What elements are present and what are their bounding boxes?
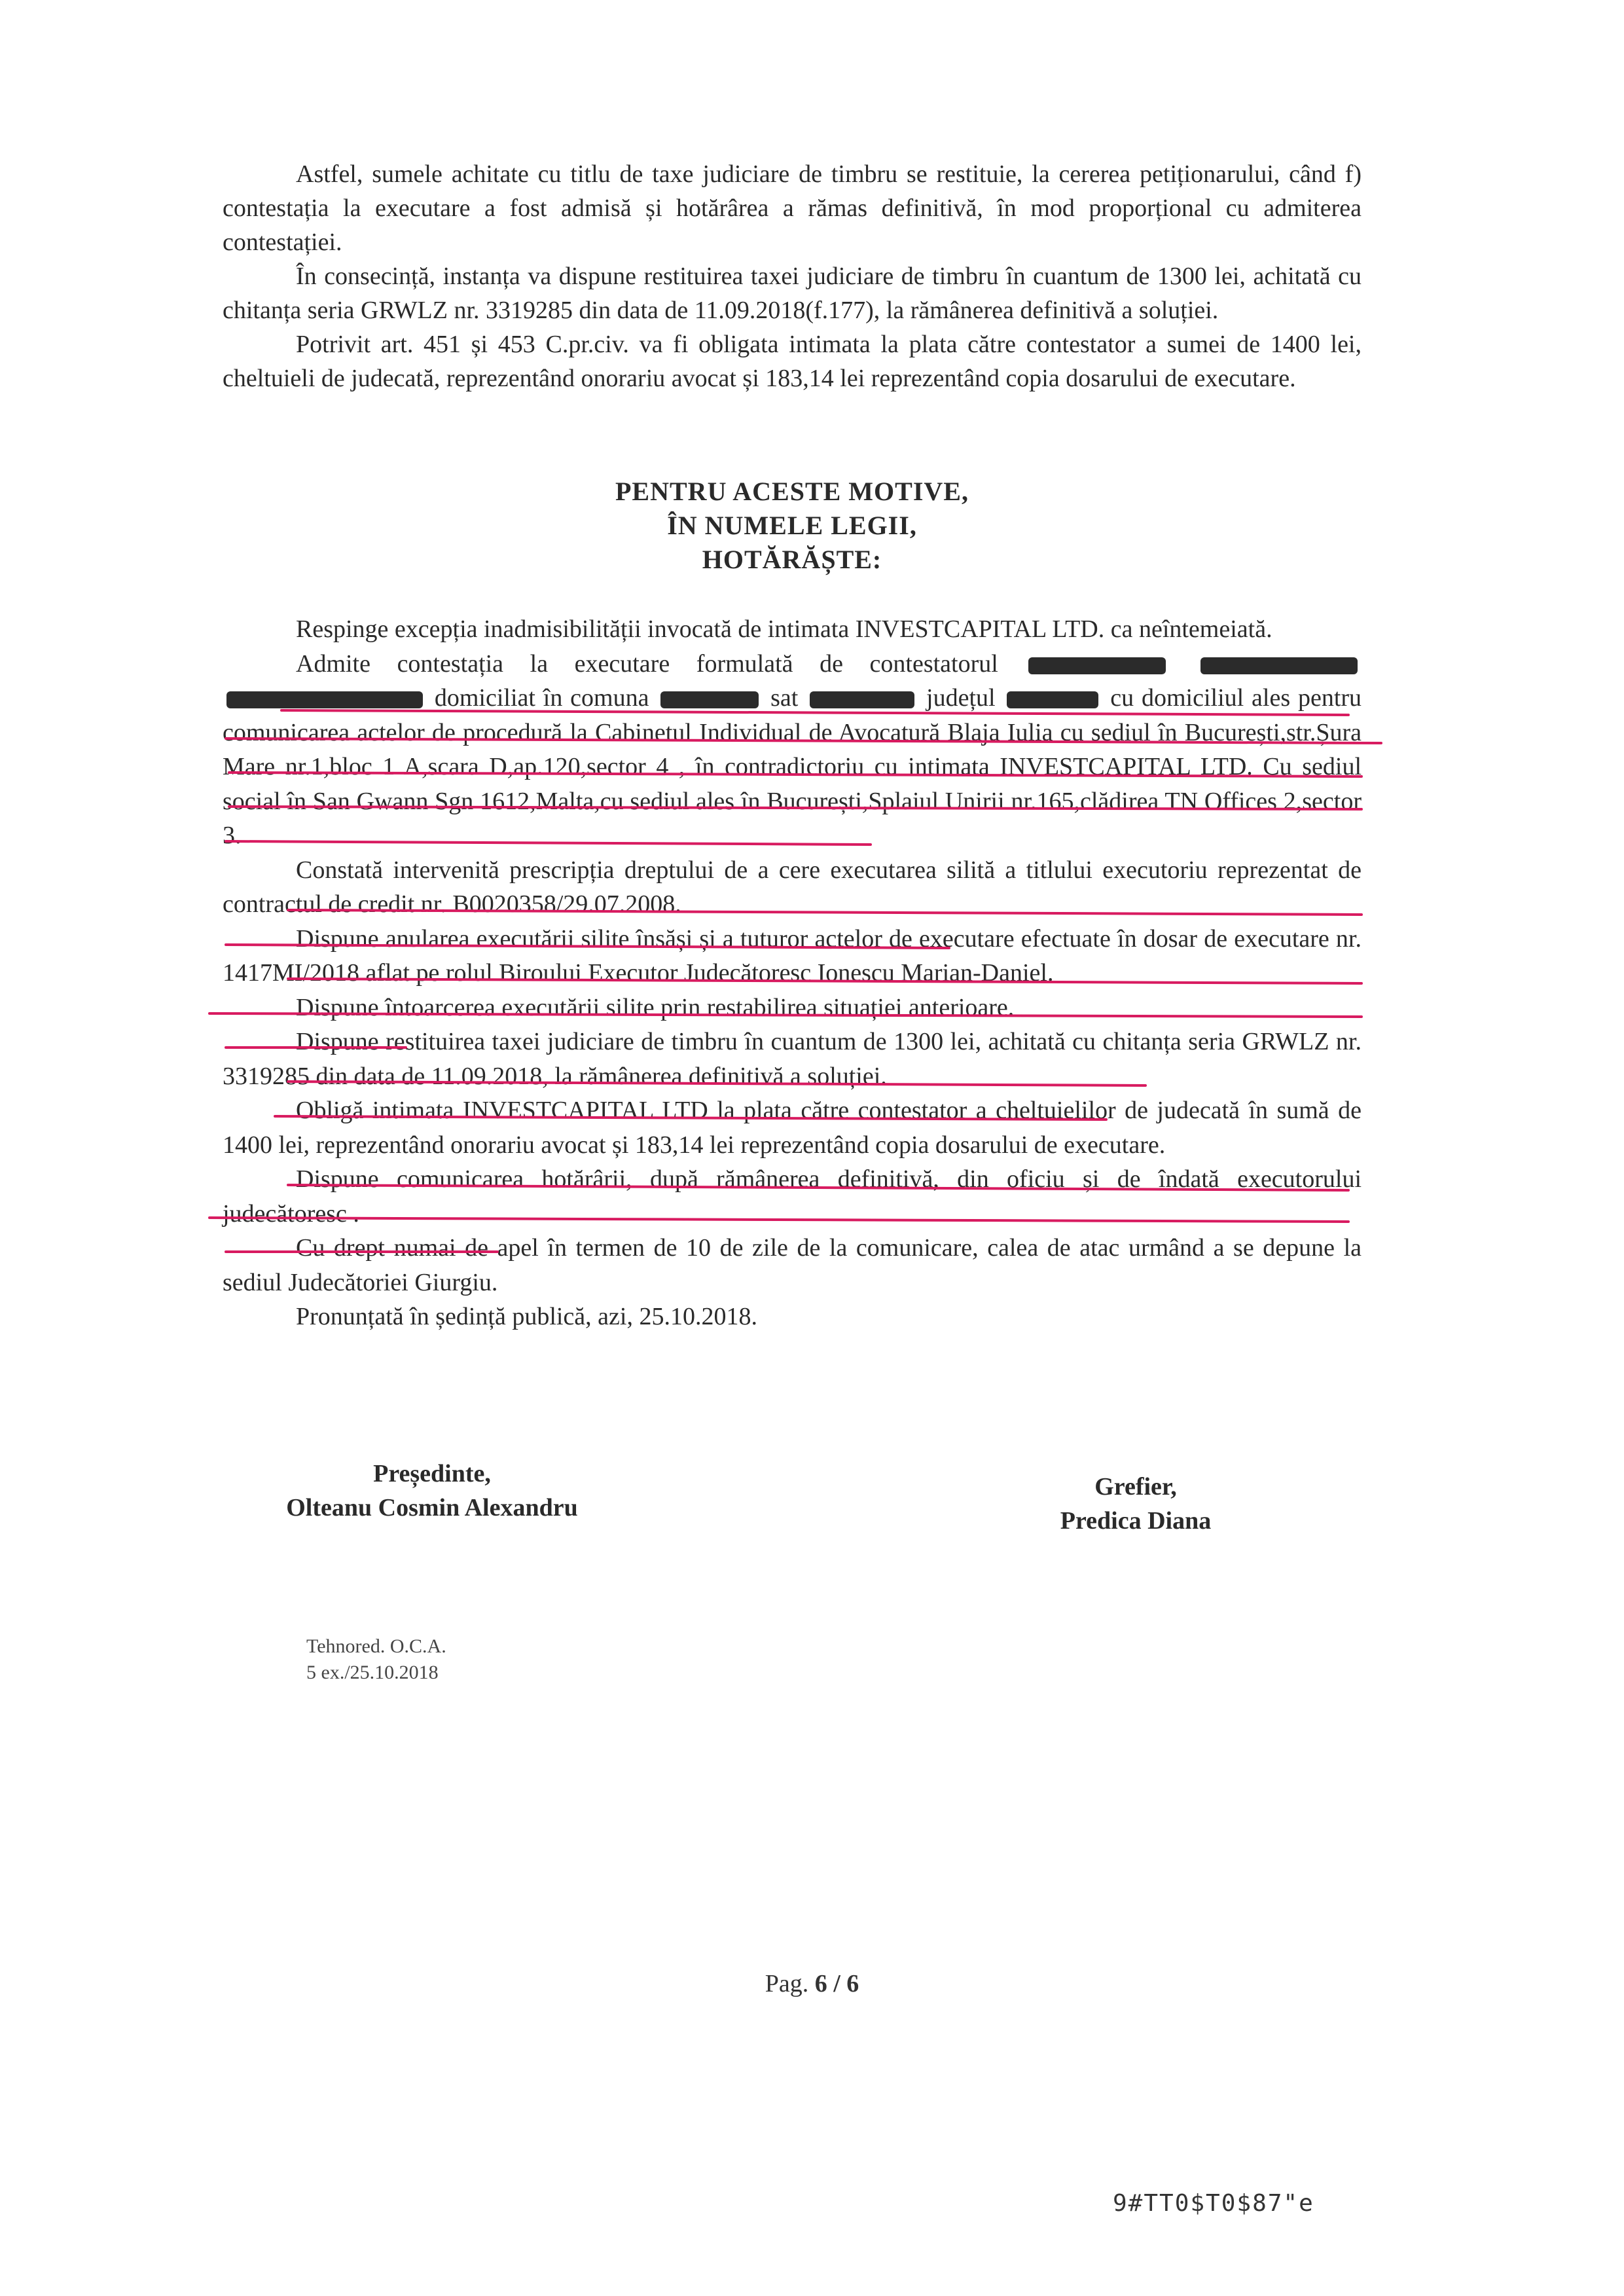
drafting-line-2: 5 ex./25.10.2018 <box>306 1662 439 1683</box>
president-title: Președinte, <box>373 1460 491 1487</box>
decision-annul-execution: Dispune anularea executării silite însăși și a tuturor actelor de executare efectuate în dosar de executare nr. 1417MI/2018 aflat pe rolul Biroului Executor Judecătoresc Ionescu Marian-Daniel. <box>223 924 1362 987</box>
redacted-village <box>810 691 914 708</box>
ruling-heading <box>223 475 1362 577</box>
decision-dismiss-exception: Respinge excepția inadmisibilității invocată de intimata INVESTCAPITAL LTD. ca neîntemeiată. <box>296 615 1272 643</box>
paragraph-consequence: În consecință, instanța va dispune restituirea taxei judiciare de timbru în cuantum de 1300 lei, achitată cu chitanța seria GRWLZ nr. 3319285 din data de 11.09.2018(f.177), la rămânerea definitivă a soluției. <box>223 263 1362 324</box>
page-separator: / <box>833 1970 840 1997</box>
address-text: cu domiciliul ales pentru comunicarea actelor de procedură la Cabinetul Individual de Avocatură Blaja Iulia cu sediul în București,str.Șura Mare nr.1,bloc 1 A,scara D,ap.120,sector 4 , în contradictoriu cu intimata INVESTCAPITAL LTD. Cu sediul social în San Gwann Sgn 1612,Malta,cu sediul ales în București,Splaiul Unirii nr.165,clădirea TN Offices 2,sector 3. <box>223 684 1362 849</box>
decision-oblige-costs: Obligă intimata INVESTCAPITAL LTD la plata către contestator a cheltuielilor de judecată în sumă de 1400 lei, reprezentând onorariu avocat și 183,14 lei reprezentând copia dosarului de executare. <box>223 1097 1362 1159</box>
decision-pronounced: Pronunțată în ședință publică, azi, 25.10.2018. <box>296 1303 757 1330</box>
redacted-name-1 <box>1028 657 1166 674</box>
page-current: 6 <box>814 1970 827 1997</box>
decision-admit-contest <box>223 647 1362 853</box>
decision-refund-fee: Dispune restituirea taxei judiciare de timbru în cuantum de 1300 lei, achitată cu chitanța seria GRWLZ nr. 3319285 din data de 11.09.2018, la rămânerea definitivă a soluției. <box>223 1028 1362 1090</box>
paragraph-restitution-rule: Astfel, sumele achitate cu titlu de taxe judiciare de timbru se restituie, la cererea petiționarului, când f) contestația la executare a fost admisă și hotărârea a rămas definitivă, în mod proporțional cu admiterea contestației. <box>223 160 1362 256</box>
decision-section <box>223 612 1362 1334</box>
heading-line-3: HOTĂRĂȘTE: <box>702 545 882 574</box>
redacted-commune <box>660 691 759 708</box>
admit-contest-text: Admite contestația la executare formulată de contestatorul <box>296 649 998 678</box>
village-text: sat <box>770 684 799 712</box>
president-signature <box>249 1457 615 1525</box>
paragraph-costs: Potrivit art. 451 și 453 C.pr.civ. va fi obligata intimata la plata către contestator a sumei de 1400 lei, cheltuieli de judecată, reprezentând onorariu avocat și 183,14 lei reprezentând copia dosarului de executare. <box>223 331 1362 392</box>
decision-communicate: Dispune comunicarea hotărârii, după rămânerea definitivă, din oficiu și de îndată executorului judecătoresc . <box>223 1165 1362 1228</box>
decision-appeal: Cu drept numai de apel în termen de 10 de zile de la comunicare, calea de atac urmând a se depune la sediul Judecătoriei Giurgiu. <box>223 1234 1362 1296</box>
intro-section <box>223 157 1362 395</box>
redacted-county <box>1007 691 1098 708</box>
decision-reverse-execution: Dispune întoarcerea executării silite prin restabilirea situației anterioare. <box>296 993 1015 1021</box>
drafting-line-1: Tehnored. O.C.A. <box>306 1635 446 1657</box>
domicile-text: domiciliat în comuna <box>434 684 649 712</box>
page-number <box>0 1969 1624 1998</box>
drafting-note <box>306 1633 446 1686</box>
clerk-name: Predica Diana <box>1060 1507 1212 1535</box>
redacted-name-2 <box>1200 657 1358 674</box>
redacted-name-3 <box>226 691 423 708</box>
page-label: Pag. <box>765 1970 809 1997</box>
president-name: Olteanu Cosmin Alexandru <box>286 1494 578 1522</box>
heading-line-1: PENTRU ACESTE MOTIVE, <box>615 477 969 506</box>
clerk-signature <box>1008 1470 1263 1538</box>
decision-prescription: Constată intervenită prescripția dreptului de a cere executarea silită a titlului executoriu reprezentat de contractul de credit nr. B0020358/29.07.2008. <box>223 856 1362 918</box>
heading-line-2: ÎN NUMELE LEGII, <box>667 511 917 540</box>
scan-code: 9#TT0$T0$87"e <box>1113 2190 1314 2217</box>
clerk-title: Grefier, <box>1094 1473 1177 1501</box>
page-total: 6 <box>846 1970 859 1997</box>
county-text: județul <box>926 684 996 712</box>
